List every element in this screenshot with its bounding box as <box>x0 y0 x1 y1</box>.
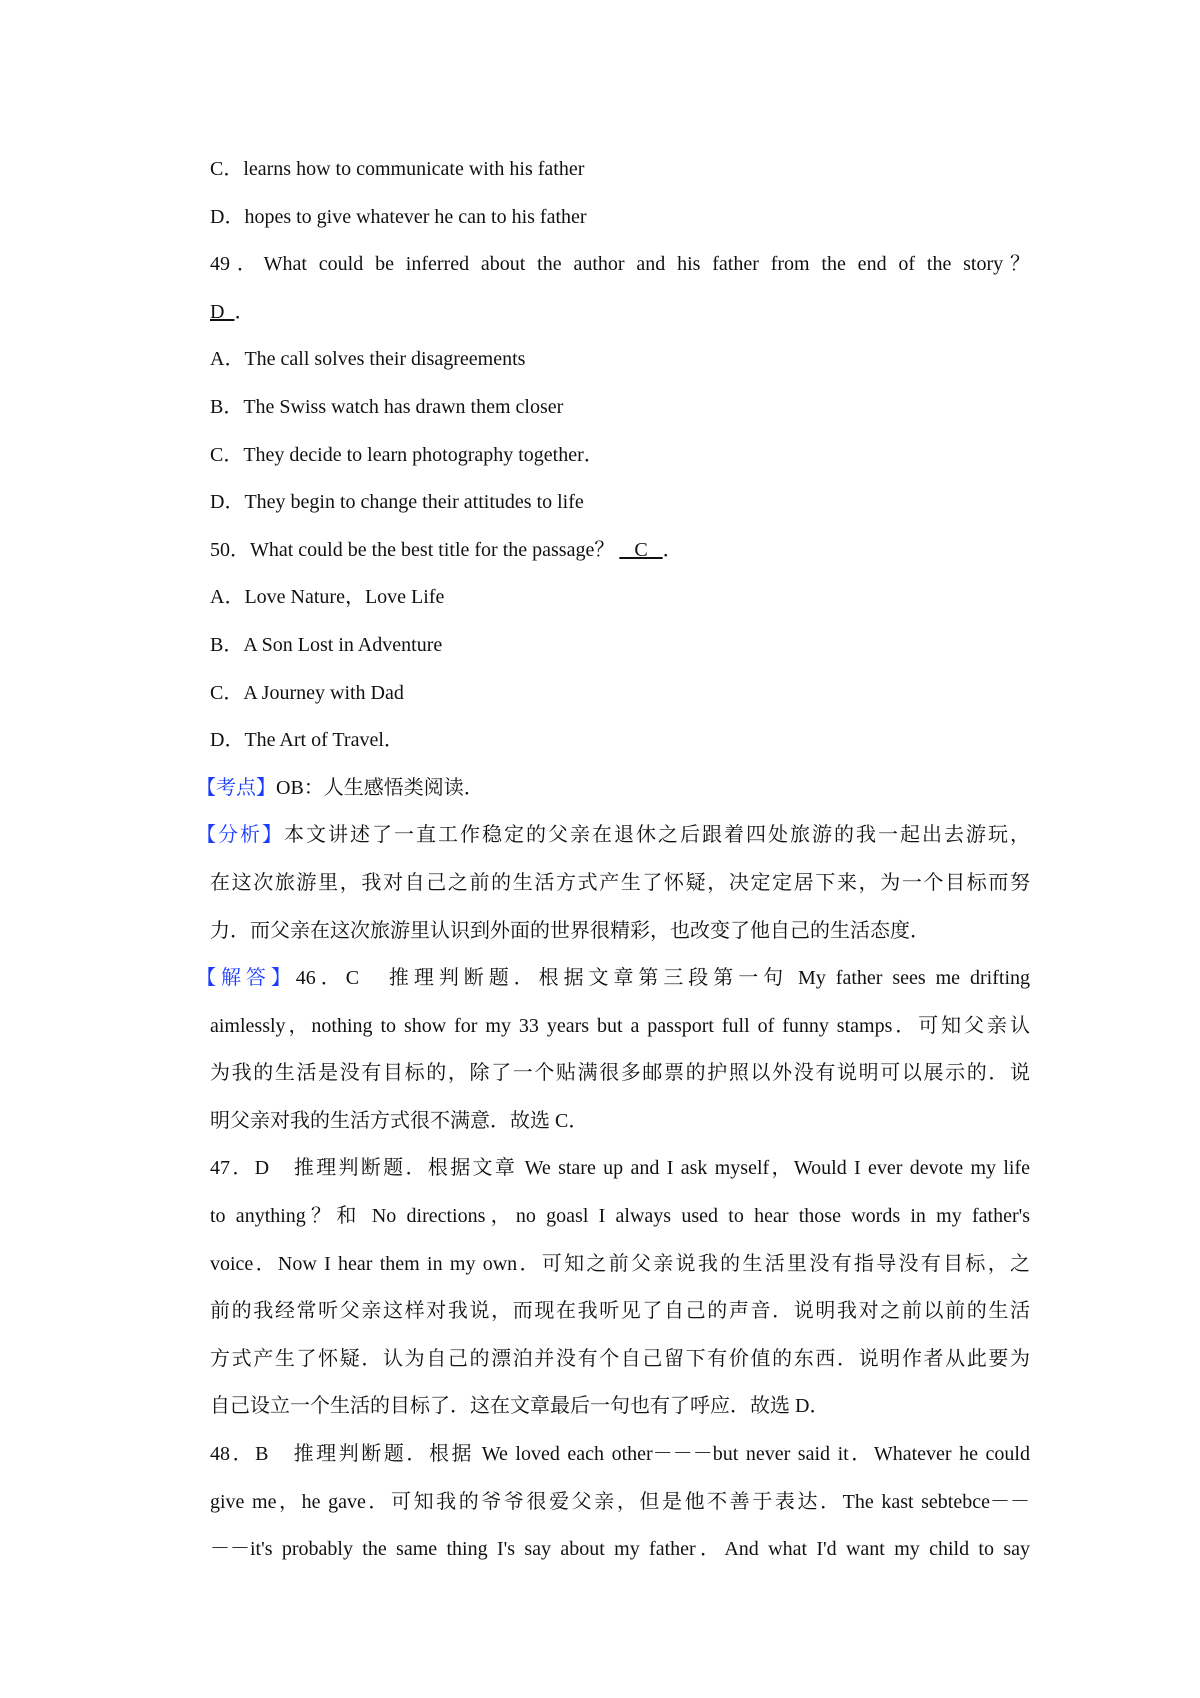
answer-46-line: 明父亲对我的生活方式很不满意．故选 C． <box>210 1109 589 1132</box>
answer-suffix: ． <box>234 300 255 323</box>
answer-49-line <box>210 289 1030 337</box>
question-50-text: 50．What could be the best title for the passage？ <box>210 538 615 561</box>
jieda-tag: 【解答】 <box>196 967 296 990</box>
document-page <box>196 146 1031 1574</box>
kaodian <box>196 765 1030 813</box>
answer-46-text: 46．C 推理判断题．根据文章第三段第一句 My father sees me drifting <box>295 967 1031 990</box>
answer-49: D <box>210 300 235 323</box>
option-c: C．They decide to learn photography together． <box>210 443 604 466</box>
jieda-line <box>196 955 1030 1003</box>
option-a: A．Love Nature，Love Life <box>210 586 445 609</box>
option-c: C．learns how to communicate with his father <box>210 158 585 180</box>
answer-46-line: aimlessly，nothing to show for my 33 years but a passport full of funny stamps．可知父亲认 <box>210 1014 1030 1037</box>
answer-47-line: to anything？和 No directions，no goasl I always used to hear those words in my father's <box>210 1205 1030 1228</box>
answer-48-line: 48．B 推理判断题．根据 We loved each other－－－but never said it．Whatever he could <box>210 1443 1030 1466</box>
answer-47-line: 方式产生了怀疑．认为自己的漂泊并没有个自己留下有价值的东西．说明作者从此要为 <box>210 1347 1030 1370</box>
answer-suffix: ． <box>662 538 683 561</box>
option-d: D．They begin to change their attitudes to life <box>210 491 584 514</box>
answer-47-line: voice．Now I hear them in my own．可知之前父亲说我的生活里没有指导没有目标，之 <box>210 1252 1030 1275</box>
answer-47-line: 前的我经常听父亲这样对我说，而现在我听见了自己的声音．说明我对之前以前的生活 <box>210 1300 1030 1323</box>
question-50 <box>210 527 1030 575</box>
fenxi-text: 本文讲述了一直工作稳定的父亲在退休之后跟着四处旅游的我一起出去游玩， <box>284 824 1030 847</box>
answer-50: C <box>619 538 663 561</box>
option-a: A．The call solves their disagreements <box>210 348 526 371</box>
fenxi-tag: 【分析】 <box>196 824 284 847</box>
option-b: B．A Son Lost in Adventure <box>210 633 443 656</box>
kaodian-tag: 【考点】 <box>196 776 276 799</box>
answer-46-line: 为我的生活是没有目标的，除了一个贴满很多邮票的护照以外没有说明可以展示的．说 <box>210 1062 1030 1085</box>
option-c: C．A Journey with Dad <box>210 681 404 704</box>
answer-48-line: －－it's probably the same thing I's say about my father．And what I'd want my child to say <box>210 1538 1030 1561</box>
option-d: D．hopes to give whatever he can to his father <box>210 205 587 228</box>
fenxi-line: 力．而父亲在这次旅游里认识到外面的世界很精彩，也改变了他自己的生活态度． <box>210 919 930 942</box>
answer-47-line: 自己设立一个生活的目标了．这在文章最后一句也有了呼应．故选 D． <box>210 1395 830 1418</box>
answer-48-line: give me，he gave．可知我的爷爷很爱父亲，但是他不善于表达．The kast sebtebce－－ <box>210 1490 1030 1513</box>
fenxi-line: 在这次旅游里，我对自己之前的生活方式产生了怀疑，决定定居下来，为一个目标而努 <box>210 871 1030 894</box>
kaodian-text: OB：人生感悟类阅读． <box>276 776 484 799</box>
option-b: B．The Swiss watch has drawn them closer <box>210 395 564 418</box>
option-d: D．The Art of Travel． <box>210 729 404 752</box>
question-49: 49．What could be inferred about the author and his father from the end of the story？ <box>210 253 1030 276</box>
fenxi-line <box>196 812 1030 860</box>
answer-47-line: 47．D 推理判断题．根据文章 We stare up and I ask myself，Would I ever devote my life <box>210 1157 1030 1180</box>
